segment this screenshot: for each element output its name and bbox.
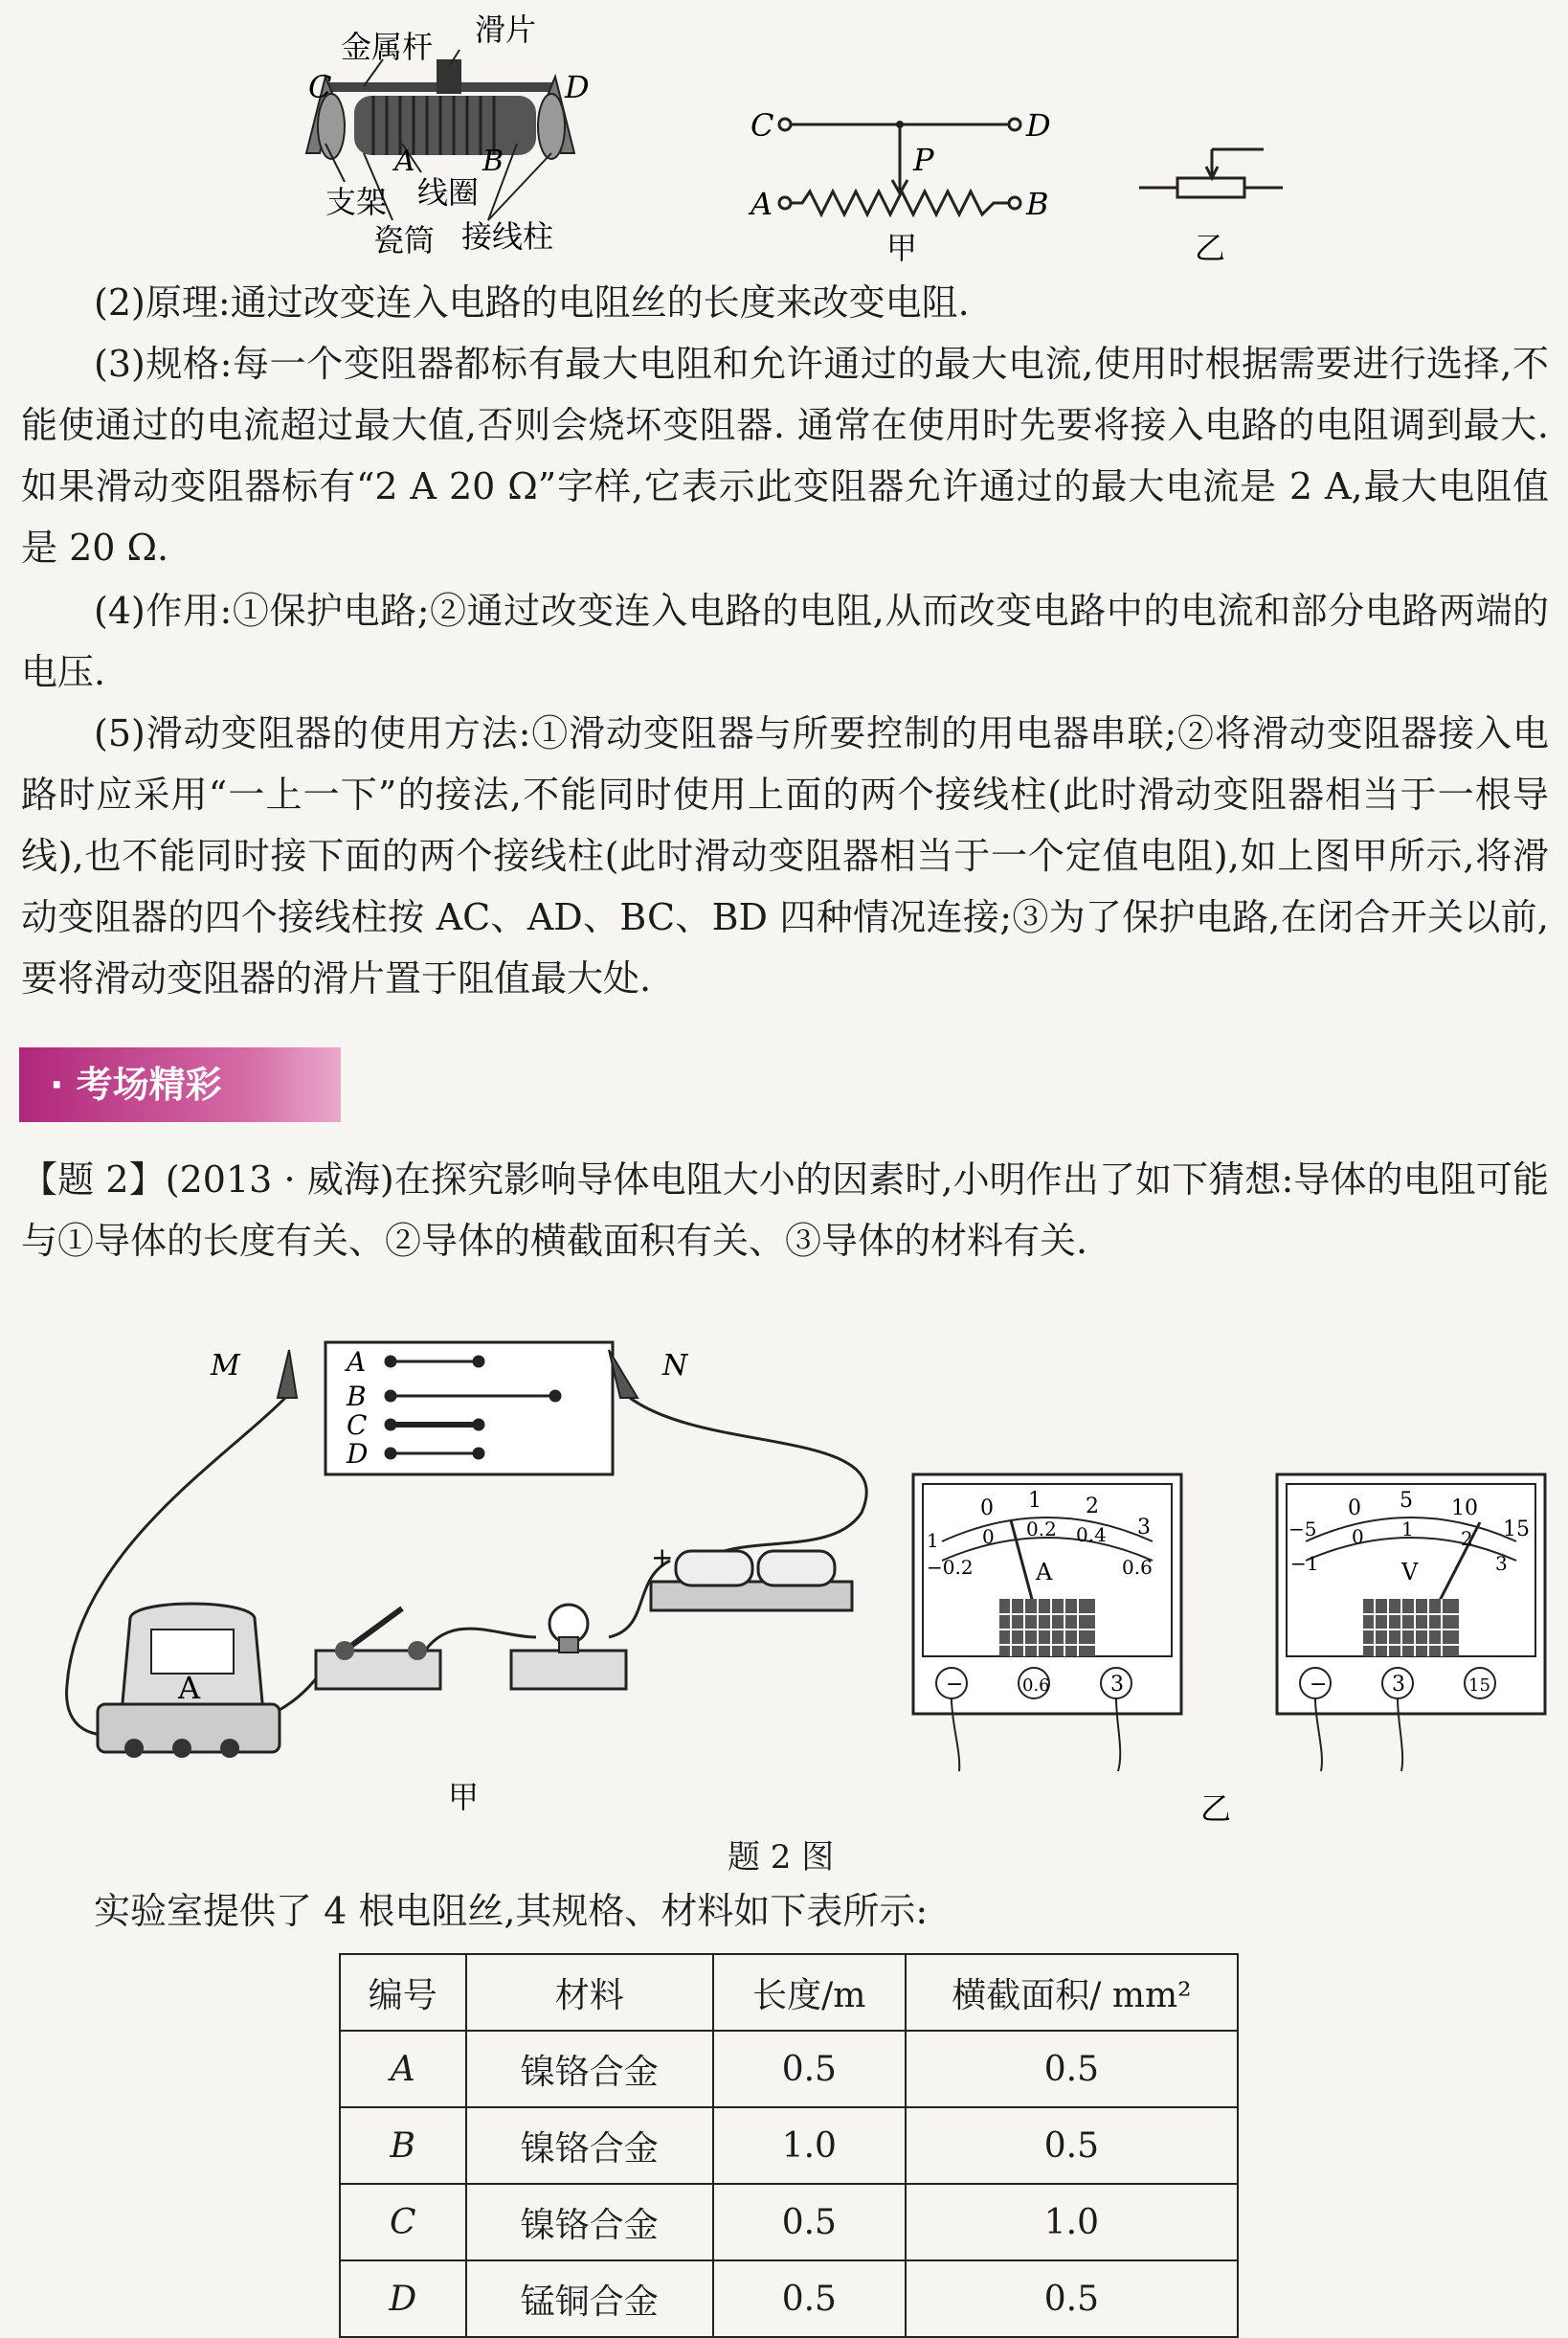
bulb-holder [511,1651,626,1689]
meters-figure-yi [904,1465,1555,1829]
table-intro: 实验室提供了 4 根电阻丝,其规格、材料如下表所示: [94,1890,929,1932]
clip-N-label: N [662,1349,688,1383]
jia-caption: 甲 [886,230,918,266]
table-cell-material: 镍铬合金 [466,2184,713,2260]
label-terminal: 接线柱 [461,218,554,255]
ammeter-top-0: 0 [980,1496,994,1520]
figure-caption: 题 2 图 [728,1838,835,1877]
table-header: 横截面积/ mm² [906,1954,1238,2031]
paragraph-principle: (2)原理:通过改变连入电路的电阻丝的长度来改变电阻. [94,281,970,324]
table-cell-length: 0.5 [713,2184,906,2260]
ammeter-top-2: 2 [1086,1495,1099,1518]
battery-cell-1 [676,1551,752,1585]
resistance-wire-table [339,1953,1239,2338]
table-cell-material: 锰铜合金 [466,2260,713,2337]
table-header-row [340,1954,1238,2031]
label-metal-rod: 金属杆 [341,29,434,65]
ammeter-bot-1: 0.2 [1026,1517,1057,1540]
ammeter-terminal-neg: − [946,1673,964,1697]
voltmeter-terminal-15: 15 [1468,1675,1490,1696]
voltmeter-top-5: 5 [1400,1489,1413,1513]
label-C: C [308,69,332,105]
caption-yi: 乙 [1200,1790,1232,1827]
wire-C-label: C [347,1409,368,1441]
table-cell-id: C [340,2184,466,2260]
wire-A-label: A [347,1346,367,1378]
table-row [340,2031,1238,2107]
table-cell-length: 0.5 [713,2260,906,2337]
symbol-yi [1139,144,1292,268]
coil [354,96,536,155]
table-cell-length: 0.5 [713,2031,906,2107]
table-cell-area: 0.5 [906,2107,1238,2184]
label-coil: 线圈 [417,174,480,211]
voltmeter-left-neg1: −1 [1290,1552,1319,1575]
jia-P: P [913,142,934,178]
table-row [340,2184,1238,2260]
battery-plus: + [651,1541,674,1573]
voltmeter-bot-2: 2 [1461,1527,1473,1550]
battery-cell-2 [758,1551,835,1585]
clip-M-label: M [211,1349,240,1383]
ammeter-top-1: 1 [1028,1489,1042,1513]
voltmeter-bot-3: 3 [1495,1552,1508,1575]
ammeter-dial [913,1474,1181,1714]
voltmeter-terminal-neg: − [1310,1673,1328,1697]
caption-jia: 甲 [448,1779,480,1815]
voltmeter-top-15: 15 [1503,1517,1530,1541]
ammeter-bot-3: 0.6 [1122,1556,1153,1579]
jia-D: D [1026,107,1051,144]
table-header: 编号 [340,1954,466,2031]
table-cell-area: 0.5 [906,2031,1238,2107]
voltmeter-bot-1: 1 [1401,1517,1414,1540]
wire-D-label: D [347,1438,369,1470]
voltmeter-top-10: 10 [1451,1496,1478,1520]
table-cell-area: 1.0 [906,2184,1238,2260]
ammeter-bot-0: 0 [982,1525,995,1548]
table-cell-id: B [340,2107,466,2184]
ammeter-terminal-3: 3 [1110,1673,1124,1697]
slider [437,59,461,94]
ammeter-face-label: A [178,1670,201,1706]
label-D: D [565,69,590,105]
yi-caption: 乙 [1195,230,1226,266]
label-slider: 滑片 [475,11,537,48]
voltmeter-bot-0: 0 [1352,1525,1364,1548]
schematic-jia [737,86,1063,268]
voltmeter-dial [1277,1474,1545,1714]
ammeter-top-3: 3 [1137,1516,1151,1540]
label-A: A [394,145,415,178]
voltmeter-terminal-3: 3 [1392,1673,1405,1697]
paragraph-function: (4)作用:①保护电路;②通过改变连入电路的电阻,从而改变电路中的电流和部分电路两端的电压. [21,590,1549,693]
table-row [340,2260,1238,2337]
table-row [340,2107,1238,2184]
paragraph-spec: (3)规格:每一个变阻器都标有最大电阻和允许通过的最大电流,使用时根据需要进行选择,不能使通过的电流超过最大值,否则会烧坏变阻器. 通常在使用时先要将接入电路的电阻调到最大. 如果滑动变阻器标有“2 A 20 Ω”字样,它表示此变阻器允许通过的最大电流是 2 A,最大电阻值是 20 Ω. [21,343,1549,569]
voltmeter-top-0: 0 [1348,1496,1361,1520]
ammeter-terminal-06: 0.6 [1022,1675,1050,1696]
ammeter-dial-label: A [1036,1559,1053,1585]
table-cell-material: 镍铬合金 [466,2031,713,2107]
table-header: 材料 [466,1954,713,2031]
paragraph-usage: (5)滑动变阻器的使用方法:①滑动变阻器与所要控制的用电器串联;②将滑动变阻器接入电路时应采用“一上一下”的接法,不能同时使用上面的两个接线柱(此时滑动变阻器相当于一根导线),也不能同时接下面的两个接线柱(此时滑动变阻器相当于一个定值电阻),如上图甲所示,将滑动变阻器的四个接线柱按 AC、AD、BC、BD 四种情况连接;③为了保护电路,在闭合开关以前,要将滑动变阻器的滑片置于阻值最大处. [21,712,1549,1000]
voltmeter-dial-label: V [1401,1559,1419,1585]
wire-B-label: B [347,1381,367,1412]
section-tag: · 考场精彩 [19,1047,341,1122]
table-cell-material: 镍铬合金 [466,2107,713,2184]
circuit-figure-jia [38,1321,900,1819]
voltmeter-left-neg5: −5 [1288,1517,1317,1540]
label-support: 支架 [325,184,388,220]
table-cell-id: A [340,2031,466,2107]
ammeter-left-1: 1 [927,1529,939,1552]
problem-text: 【题 2】(2013 · 威海)在探究影响导体电阻大小的因素时,小明作出了如下猜想:导体的电阻可能与①导体的长度有关、②导体的横截面积有关、③导体的材料有关. [21,1158,1549,1262]
ammeter-left-neg02: −0.2 [927,1556,974,1579]
table-cell-area: 0.5 [906,2260,1238,2337]
jia-C: C [750,107,774,144]
rheostat-figure [287,0,632,259]
ammeter-bot-2: 0.4 [1076,1523,1107,1546]
label-B: B [482,145,504,178]
table-header: 长度/m [713,1954,906,2031]
clip-M [278,1350,297,1398]
jia-B: B [1026,186,1049,222]
table-cell-length: 1.0 [713,2107,906,2184]
table-cell-id: D [340,2260,466,2337]
label-porcelain: 瓷筒 [373,222,436,259]
jia-A: A [750,186,773,222]
